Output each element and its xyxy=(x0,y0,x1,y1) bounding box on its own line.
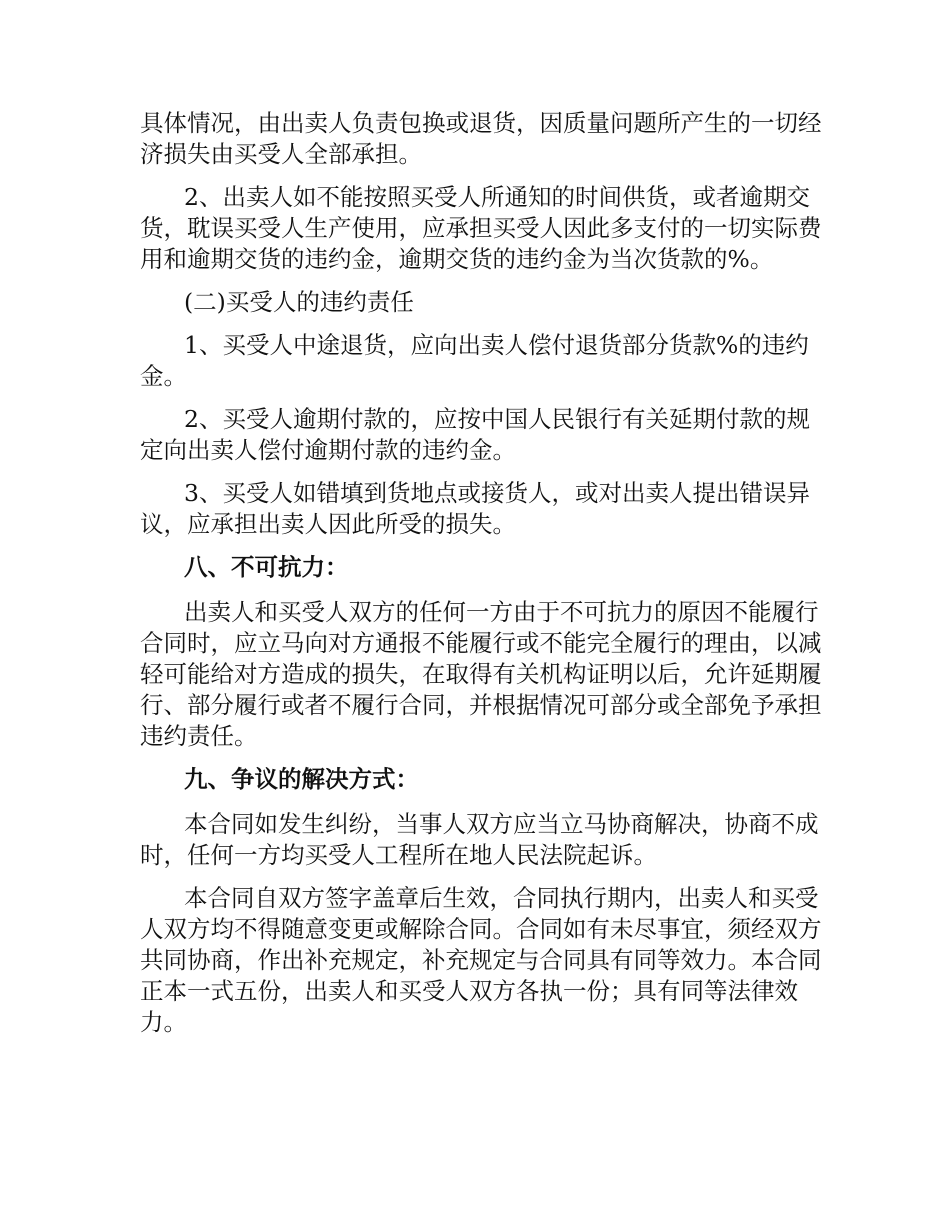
paragraph-buyer-return-goods: 1、买受人中途退货，应向出卖人偿付退货部分货款%的违约金。 xyxy=(140,331,809,390)
section-heading-force-majeure: 八、不可抗力： xyxy=(184,553,349,581)
paragraph-quality-liability: 具体情况，由出卖人负责包换或退货，因质量问题所产生的一切经济损失由买受人全部承担。 xyxy=(140,109,822,168)
paragraph-dispute-resolution: 本合同如发生纠纷，当事人双方应当立马协商解决，协商不成时，任何一方均买受人工程所在地人民法院起诉。 xyxy=(140,810,819,869)
document-page xyxy=(140,108,822,1050)
paragraph-seller-late-delivery: 2、出卖人如不能按照买受人所通知的时间供货，或者逾期交货，耽误买受人生产使用，应承担买受人因此多支付的一切实际费用和逾期交货的违约金，逾期交货的违约金为当次货款的%。 xyxy=(140,183,822,273)
paragraph-buyer-late-payment: 2、买受人逾期付款的，应按中国人民银行有关延期付款的规定向出卖人偿付逾期付款的违约金。 xyxy=(140,405,810,464)
paragraph-force-majeure: 出卖人和买受人双方的任何一方由于不可抗力的原因不能履行合同时，应立马向对方通报不能履行或不能完全履行的理由，以减轻可能给对方造成的损失，在取得有关机构证明以后，允许延期履行、部分履行或者不履行合同，并根据情况可部分或全部免予承担违约责任。 xyxy=(140,598,822,750)
paragraph-buyer-wrong-address: 3、买受人如错填到货地点或接货人，或对出卖人提出错误异议，应承担出卖人因此所受的损失。 xyxy=(140,479,810,538)
paragraph-contract-effect: 本合同自双方签字盖章后生效，合同执行期内，出卖人和买受人双方均不得随意变更或解除合同。合同如有未尽事宜，须经双方共同协商，作出补充规定，补充规定与合同具有同等效力。本合同正本一式五份，出卖人和买受人双方各执一份；具有同等法律效力。 xyxy=(140,884,822,1036)
section-heading-dispute-resolution: 九、争议的解决方式： xyxy=(184,765,419,793)
subheading-buyer-liability: (二)买受人的违约责任 xyxy=(184,288,414,316)
